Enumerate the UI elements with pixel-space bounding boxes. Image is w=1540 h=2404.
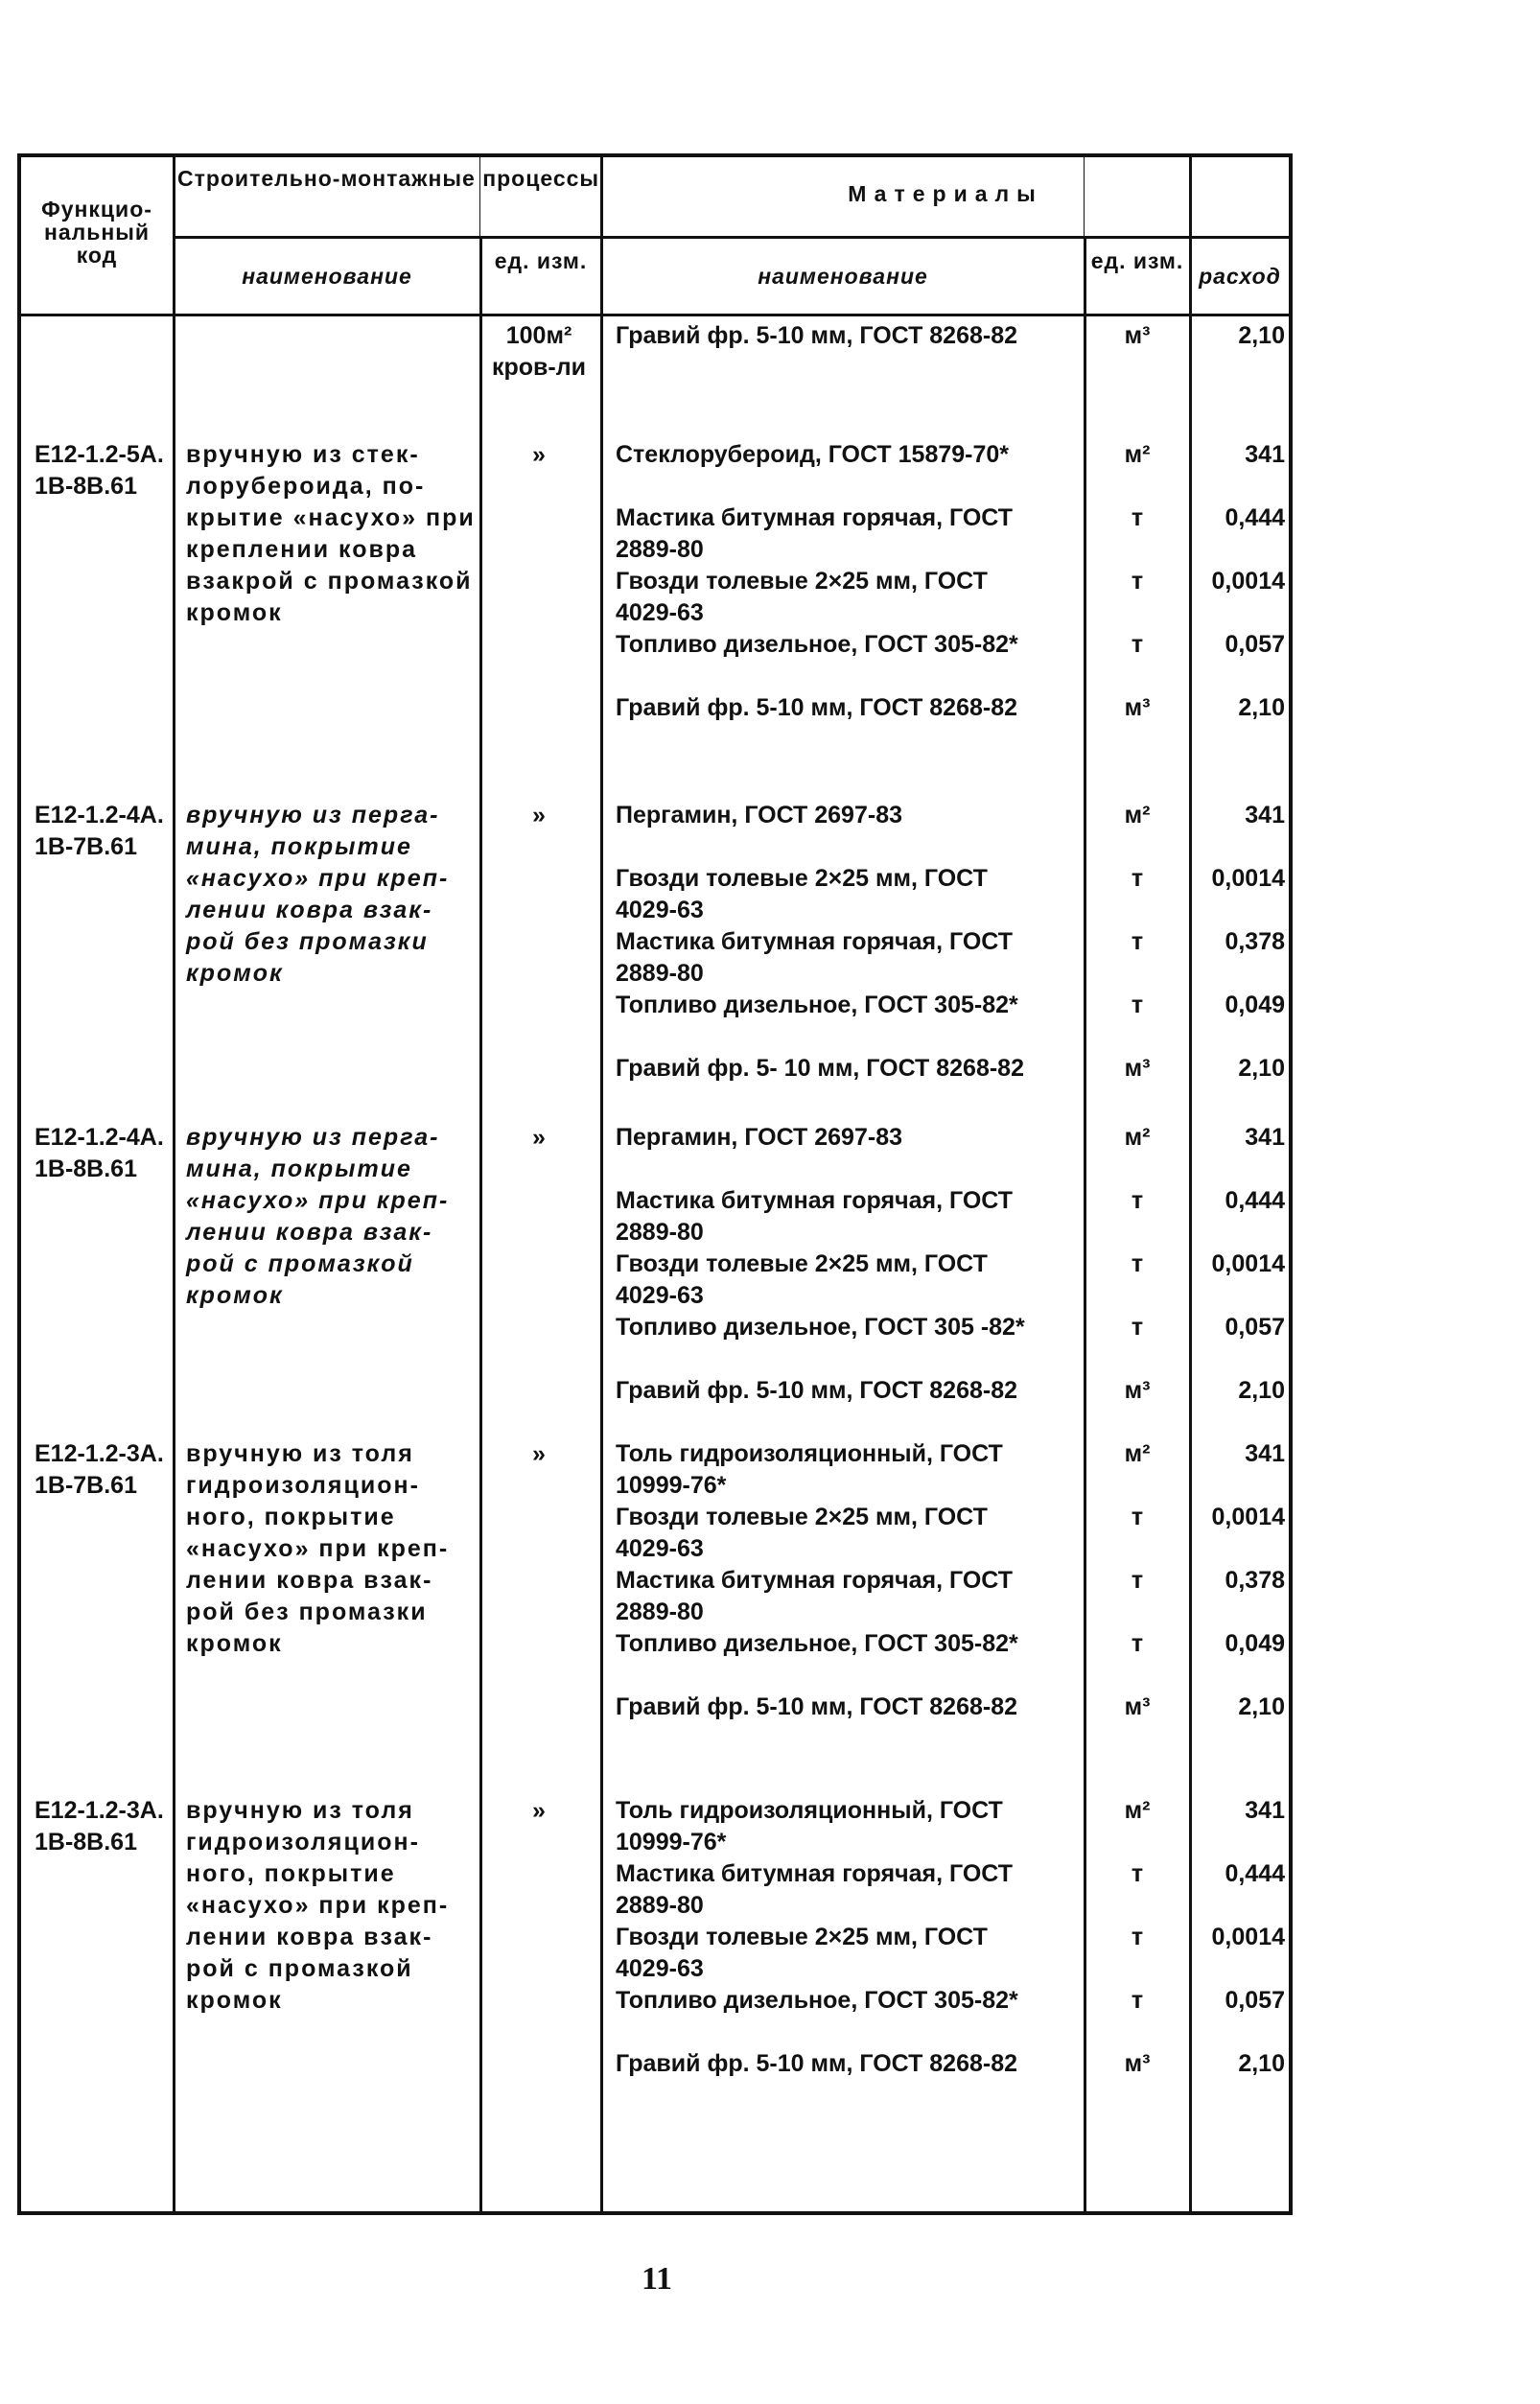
material-rate: 2,10 — [1238, 322, 1285, 349]
material-rate: 2,10 — [1238, 1693, 1285, 1720]
material-unit: т — [1131, 568, 1144, 595]
material-rate: 0,444 — [1225, 1187, 1285, 1214]
material-name: Гравий фр. 5-10 мм, ГОСТ 8268-82 — [616, 1693, 1018, 1720]
material-rate: 0,378 — [1225, 928, 1285, 955]
header-rule — [173, 236, 1289, 239]
process-unit: » — [532, 1797, 546, 1824]
header-materials: Материалы — [848, 181, 1043, 206]
material-rate: 2,10 — [1238, 2050, 1285, 2077]
header-processes: Строительно-монтажные процессы — [176, 166, 600, 191]
material-rate: 341 — [1245, 802, 1285, 829]
material-unit: т — [1131, 1250, 1144, 1277]
material-rate: 341 — [1245, 1440, 1285, 1467]
material-unit: т — [1131, 504, 1144, 531]
process-name: вручную из перга-мина, покрытие «насухо» при креп-лении ковра взак-рой без промазки кромок — [186, 802, 450, 987]
material-rate: 0,057 — [1225, 1314, 1285, 1341]
material-name: Толь гидроизоляционный, ГОСТ 10999-76* — [616, 1797, 1003, 1856]
material-name: Гвозди толевые 2×25 мм, ГОСТ 4029-63 — [616, 568, 988, 626]
material-name: Гвозди толевые 2×25 мм, ГОСТ 4029-63 — [616, 1924, 988, 1982]
functional-code: Е12-1.2-3А.1В-7В.61 — [35, 1440, 164, 1499]
process-unit: 100м² кров-ли — [492, 322, 586, 381]
material-name: Мастика битумная горячая, ГОСТ 2889-80 — [616, 928, 1013, 987]
material-name: Гвозди толевые 2×25 мм, ГОСТ 4029-63 — [616, 1250, 988, 1309]
norms-table — [17, 153, 1293, 2215]
header-process-unit: ед. изм. — [494, 248, 588, 273]
header-bottom-rule — [21, 314, 1289, 316]
material-name: Пергамин, ГОСТ 2697-83 — [616, 1124, 902, 1151]
header-process-name: наименование — [242, 264, 412, 289]
page-number: 11 — [641, 2261, 673, 2297]
material-unit: м² — [1124, 1440, 1151, 1467]
functional-code: Е12-1.2-4А.1В-7В.61 — [35, 802, 164, 860]
process-name: вручную из толя гидроизоляцион-ного, покрытие «насухо» при креп-лении ковра взак-рой без промазки кромок — [186, 1440, 450, 1657]
material-unit: м³ — [1124, 1055, 1151, 1082]
material-name: Мастика битумная горячая, ГОСТ 2889-80 — [616, 1567, 1013, 1625]
material-rate: 0,444 — [1225, 504, 1285, 531]
material-name: Топливо дизельное, ГОСТ 305-82* — [616, 1987, 1018, 2014]
process-unit: » — [532, 1440, 546, 1467]
material-rate: 0,049 — [1225, 992, 1285, 1018]
material-name: Гвозди толевые 2×25 мм, ГОСТ 4029-63 — [616, 865, 988, 923]
material-rate: 0,0014 — [1211, 1250, 1285, 1277]
header-rate: расход — [1199, 264, 1281, 289]
material-unit: т — [1131, 1987, 1144, 2014]
material-name: Топливо дизельное, ГОСТ 305-82* — [616, 1630, 1018, 1657]
material-unit: м² — [1124, 802, 1151, 829]
material-unit: т — [1131, 1314, 1144, 1341]
material-unit: м² — [1124, 1797, 1151, 1824]
header-material-name: наименование — [758, 264, 928, 289]
material-name: Пергамин, ГОСТ 2697-83 — [616, 802, 902, 829]
material-rate: 0,378 — [1225, 1567, 1285, 1594]
material-unit: м³ — [1124, 2050, 1151, 2077]
material-unit: т — [1131, 1504, 1144, 1530]
material-rate: 2,10 — [1238, 1377, 1285, 1404]
material-rate: 2,10 — [1238, 1055, 1285, 1082]
material-unit: м² — [1124, 1124, 1151, 1151]
process-unit: » — [532, 1124, 546, 1151]
material-rate: 0,0014 — [1211, 1924, 1285, 1950]
material-name: Стеклорубероид, ГОСТ 15879-70* — [616, 441, 1010, 468]
material-name: Гравий фр. 5-10 мм, ГОСТ 8268-82 — [616, 1377, 1018, 1404]
material-unit: т — [1131, 1187, 1144, 1214]
material-unit: т — [1131, 1924, 1144, 1950]
material-rate: 341 — [1245, 1797, 1285, 1824]
material-rate: 0,057 — [1225, 1987, 1285, 2014]
material-name: Топливо дизельное, ГОСТ 305 -82* — [616, 1314, 1025, 1341]
material-name: Мастика битумная горячая, ГОСТ 2889-80 — [616, 504, 1013, 563]
material-name: Топливо дизельное, ГОСТ 305-82* — [616, 992, 1018, 1018]
material-unit: м³ — [1124, 694, 1151, 721]
material-rate: 0,0014 — [1211, 568, 1285, 595]
material-unit: т — [1131, 992, 1144, 1018]
material-unit: т — [1131, 1630, 1144, 1657]
material-name: Гравий фр. 5-10 мм, ГОСТ 8268-82 — [616, 694, 1018, 721]
material-unit: т — [1131, 1860, 1144, 1887]
process-name: вручную из стек-лорубероида, по-крытие «насухо» при креплении ковра взакрой с промазкой кромок — [186, 441, 476, 626]
material-rate: 0,444 — [1225, 1860, 1285, 1887]
material-unit: т — [1131, 631, 1144, 658]
material-rate: 0,049 — [1225, 1630, 1285, 1657]
material-name: Гравий фр. 5-10 мм, ГОСТ 8268-82 — [616, 2050, 1018, 2077]
process-name: вручную из толя гидроизоляцион-ного, покрытие «насухо» при креп-лении ковра взак-рой с промазкой кромок — [186, 1797, 450, 2014]
column-rule — [1189, 157, 1192, 2211]
material-name: Мастика битумная горячая, ГОСТ 2889-80 — [616, 1187, 1013, 1246]
functional-code: Е12-1.2-5А.1В-8В.61 — [35, 441, 164, 500]
material-unit: м³ — [1124, 1377, 1151, 1404]
process-name: вручную из перга-мина, покрытие «насухо» при креп-лении ковра взак-рой с промазкой кромок — [186, 1124, 450, 1309]
material-rate: 0,0014 — [1211, 1504, 1285, 1530]
material-rate: 2,10 — [1238, 694, 1285, 721]
header-material-unit: ед. изм. — [1090, 248, 1184, 273]
material-rate: 0,057 — [1225, 631, 1285, 658]
material-name: Гвозди толевые 2×25 мм, ГОСТ 4029-63 — [616, 1504, 988, 1562]
process-unit: » — [532, 441, 546, 468]
functional-code: Е12-1.2-3А.1В-8В.61 — [35, 1797, 164, 1856]
material-unit: м³ — [1124, 322, 1151, 349]
material-rate: 0,0014 — [1211, 865, 1285, 892]
material-unit: т — [1131, 865, 1144, 892]
material-name: Толь гидроизоляционный, ГОСТ 10999-76* — [616, 1440, 1003, 1499]
material-unit: м³ — [1124, 1693, 1151, 1720]
material-name: Гравий фр. 5-10 мм, ГОСТ 8268-82 — [616, 322, 1018, 349]
functional-code: Е12-1.2-4А.1В-8В.61 — [35, 1124, 164, 1182]
material-name: Мастика битумная горячая, ГОСТ 2889-80 — [616, 1860, 1013, 1919]
material-name: Топливо дизельное, ГОСТ 305-82* — [616, 631, 1018, 658]
material-unit: т — [1131, 1567, 1144, 1594]
header-code: Функцио-нальный код — [41, 197, 152, 268]
material-rate: 341 — [1245, 441, 1285, 468]
material-name: Гравий фр. 5- 10 мм, ГОСТ 8268-82 — [616, 1055, 1024, 1082]
column-rule — [173, 157, 175, 2211]
material-unit: т — [1131, 928, 1144, 955]
column-rule — [600, 157, 603, 2211]
material-unit: м² — [1124, 441, 1151, 468]
process-unit: » — [532, 802, 546, 829]
material-rate: 341 — [1245, 1124, 1285, 1151]
column-rule — [479, 157, 482, 2211]
